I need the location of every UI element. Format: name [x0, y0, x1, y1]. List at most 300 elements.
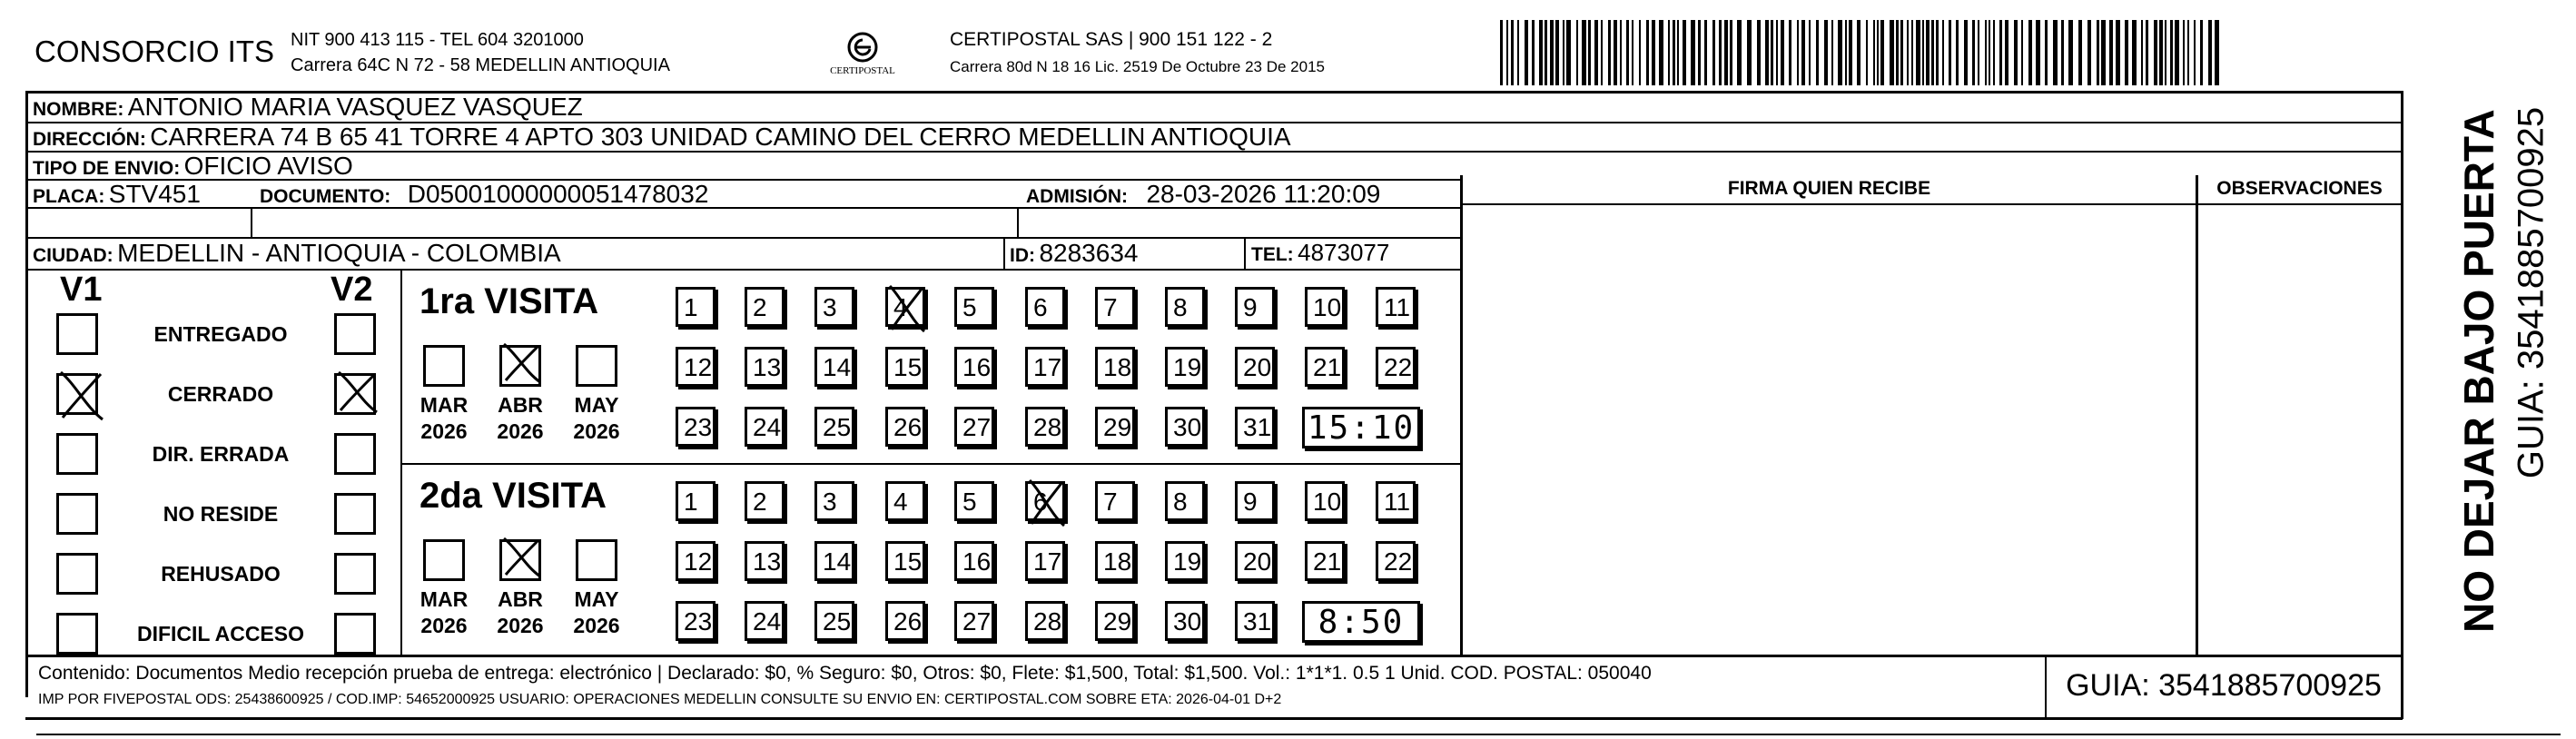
barcode-bar — [1936, 20, 1939, 85]
barcode-bar — [2097, 20, 2099, 85]
barcode-bar — [1517, 20, 1519, 85]
status-option-label: CERRADO — [167, 382, 274, 406]
barcode-bar — [1652, 20, 1655, 85]
status-option-label: NO RESIDE — [163, 502, 279, 526]
day-number: 7 — [1103, 488, 1118, 516]
barcode-bar — [1999, 20, 2002, 85]
day-number: 28 — [1033, 413, 1062, 441]
day-number: 10 — [1313, 488, 1342, 516]
barcode-bar — [2183, 20, 2185, 85]
barcode-bar — [2021, 20, 2023, 85]
month-year: 2026 — [420, 614, 468, 637]
day-box[interactable] — [745, 541, 785, 581]
day-number: 11 — [1384, 293, 1411, 321]
day-number: 10 — [1313, 293, 1342, 321]
barcode-bar — [1704, 20, 1707, 85]
day-box[interactable] — [1376, 481, 1416, 521]
day-box[interactable] — [1235, 601, 1275, 641]
day-box[interactable] — [745, 407, 785, 447]
barcode-bar — [1691, 20, 1695, 85]
barcode-bar — [1698, 20, 1701, 85]
day-box[interactable] — [1305, 347, 1345, 387]
time-box[interactable] — [1302, 407, 1420, 448]
day-number: 12 — [684, 353, 713, 381]
barcode-bar — [2141, 20, 2143, 85]
day-number: 29 — [1103, 413, 1132, 441]
day-box[interactable] — [1305, 481, 1345, 521]
barcode-bar — [1845, 20, 1847, 85]
day-number: 18 — [1103, 353, 1132, 381]
day-number: 21 — [1313, 547, 1342, 576]
day-box[interactable] — [1095, 407, 1135, 447]
day-box[interactable] — [885, 541, 925, 581]
barcode-bar — [1873, 20, 1875, 85]
day-number: 14 — [823, 353, 852, 381]
day-number: 15 — [893, 547, 923, 576]
barcode-bar — [1677, 20, 1679, 85]
day-number: 23 — [684, 607, 713, 636]
barcode-bar — [1922, 20, 1924, 85]
barcode-bar — [2132, 20, 2137, 85]
day-box[interactable] — [1305, 541, 1345, 581]
barcode-bar — [2109, 20, 2113, 85]
day-number: 25 — [823, 607, 852, 636]
barcode-bar — [1626, 20, 1629, 85]
day-number: 16 — [962, 547, 992, 576]
month-checkbox[interactable] — [576, 539, 617, 581]
barcode-bar — [2028, 20, 2032, 85]
day-number: 7 — [1103, 293, 1118, 321]
direccion-value: CARRERA 74 B 65 41 TORRE 4 APTO 303 UNIDAD CAMINO DEL CERRO MEDELLIN ANTIOQUIA — [150, 123, 1291, 151]
barcode-bar — [1896, 20, 1899, 85]
day-box[interactable] — [954, 347, 994, 387]
barcode-bar — [1985, 20, 1987, 85]
day-number: 31 — [1243, 607, 1272, 636]
barcode-bar — [1964, 20, 1968, 85]
day-box[interactable] — [1235, 287, 1275, 327]
day-box[interactable] — [885, 287, 925, 327]
day-number: 11 — [1384, 488, 1411, 516]
day-box[interactable] — [676, 287, 716, 327]
barcode-bar — [2154, 20, 2157, 85]
day-number: 23 — [684, 413, 713, 441]
day-number: 22 — [1384, 547, 1413, 576]
month-checkbox[interactable] — [576, 345, 617, 387]
barcode-bar — [1907, 20, 1909, 85]
day-number: 12 — [684, 547, 713, 576]
month-name: MAY — [574, 587, 619, 611]
handwritten-x-mark — [333, 369, 380, 416]
day-number: 17 — [1033, 353, 1062, 381]
day-box[interactable] — [1165, 541, 1205, 581]
barcode-bar — [1911, 20, 1913, 85]
tel-cell — [1251, 239, 1389, 267]
documento-label: DOCUMENTO: — [260, 186, 391, 207]
barcode-bar — [1765, 20, 1769, 85]
barcode-bar — [1632, 20, 1633, 85]
barcode — [1498, 20, 2225, 85]
month-label — [412, 392, 476, 445]
day-box[interactable] — [1235, 481, 1275, 521]
day-box[interactable] — [954, 541, 994, 581]
day-number: 13 — [753, 353, 782, 381]
month-checkbox[interactable] — [423, 345, 465, 387]
barcode-bar — [1620, 20, 1622, 85]
barcode-bar — [1724, 20, 1728, 85]
ciudad-label: CIUDAD: — [33, 245, 114, 266]
day-box[interactable] — [1165, 347, 1205, 387]
handwritten-x-mark — [498, 340, 544, 386]
barcode-bar — [2125, 20, 2128, 85]
tipo-value: OFICIO AVISO — [183, 152, 353, 180]
day-box[interactable] — [1165, 287, 1205, 327]
barcode-bar — [1831, 20, 1833, 85]
barcode-bar — [1801, 20, 1805, 85]
day-box[interactable] — [745, 347, 785, 387]
barcode-bar — [1511, 20, 1514, 85]
day-box[interactable] — [814, 541, 854, 581]
tipo-label: TIPO DE ENVIO: — [33, 158, 181, 179]
day-number: 1 — [684, 488, 698, 516]
barcode-bar — [1890, 20, 1894, 85]
barcode-bar — [1877, 20, 1879, 85]
v1-label: V1 — [60, 271, 103, 309]
visit-title: 2da VISITA — [419, 476, 607, 516]
day-box[interactable] — [676, 347, 716, 387]
barcode-bar — [2159, 20, 2163, 85]
barcode-bar — [1866, 20, 1868, 85]
nombre-row — [33, 93, 583, 122]
day-number: 20 — [1243, 547, 1272, 576]
day-box[interactable] — [676, 601, 716, 641]
day-box[interactable] — [814, 407, 854, 447]
day-number: 1 — [684, 293, 698, 321]
day-number: 18 — [1103, 547, 1132, 576]
barcode-bar — [1993, 20, 1995, 85]
v2-checkbox[interactable] — [334, 613, 376, 655]
barcode-bar — [1532, 20, 1535, 85]
barcode-bar — [1673, 20, 1675, 85]
nombre-label: NOMBRE: — [33, 99, 124, 120]
barcode-bar — [1545, 20, 1547, 85]
day-box[interactable] — [1165, 407, 1205, 447]
day-box[interactable] — [1165, 601, 1205, 641]
no-dejar-text: NO DEJAR BAJO PUERTA — [2455, 109, 2502, 633]
day-box[interactable] — [745, 481, 785, 521]
placa-label: PLACA: — [33, 186, 105, 207]
barcode-bar — [2208, 20, 2212, 85]
certipostal-logo — [817, 27, 908, 80]
barcode-bar — [1747, 20, 1752, 85]
handwritten-time: 15:10 — [1307, 409, 1416, 447]
day-box[interactable] — [1235, 407, 1275, 447]
company-nit: NIT 900 413 115 - TEL 604 3201000 — [291, 30, 584, 50]
day-number: 25 — [823, 413, 852, 441]
day-box[interactable] — [1095, 601, 1135, 641]
day-box[interactable] — [676, 407, 716, 447]
barcode-bar — [1781, 20, 1784, 85]
barcode-bar — [1555, 20, 1559, 85]
barcode-bar — [1824, 20, 1828, 85]
barcode-bar — [1719, 20, 1722, 85]
day-box[interactable] — [1095, 287, 1135, 327]
barcode-bar — [1525, 20, 1528, 85]
barcode-bar — [1500, 20, 1503, 85]
day-box[interactable] — [1025, 541, 1065, 581]
tel-label: TEL: — [1251, 244, 1294, 265]
v1-checkbox[interactable] — [56, 493, 98, 535]
day-number: 3 — [823, 293, 837, 321]
firma-header: FIRMA QUIEN RECIBE — [1727, 178, 1931, 199]
day-box[interactable] — [1025, 481, 1065, 521]
barcode-bar — [1506, 20, 1508, 85]
month-checkbox[interactable] — [423, 539, 465, 581]
day-number: 4 — [893, 488, 908, 516]
day-number: 3 — [823, 488, 837, 516]
day-number: 20 — [1243, 353, 1272, 381]
placa-cell — [33, 180, 201, 209]
v2-checkbox[interactable] — [334, 553, 376, 595]
month-checkbox[interactable] — [499, 345, 541, 387]
day-box[interactable] — [814, 347, 854, 387]
v1-checkbox[interactable] — [56, 613, 98, 655]
handwritten-time: 8:50 — [1318, 604, 1405, 641]
v2-checkbox[interactable] — [334, 313, 376, 355]
day-box[interactable] — [954, 601, 994, 641]
day-number: 6 — [1033, 488, 1048, 516]
day-box[interactable] — [1025, 287, 1065, 327]
documento-cell — [260, 180, 708, 209]
day-number: 4 — [893, 293, 908, 321]
footer-guia: GUIA: 3541885700925 — [2066, 668, 2382, 703]
barcode-bar — [1857, 20, 1860, 85]
day-box[interactable] — [885, 601, 925, 641]
barcode-bar — [1989, 20, 1990, 85]
footer-contenido: Contenido: Documentos Medio recepción prueba de entrega: electrónico | Declarado: $0, % Seguro: $0, Otros: $0, Flete: $1,500, Total: $1,500. Vol.: 1*1*1. 0.5 1 Unid. COD. POSTAL: 050040 — [38, 663, 1652, 684]
barcode-bar — [1757, 20, 1761, 85]
day-box[interactable] — [885, 481, 925, 521]
day-box[interactable] — [1025, 407, 1065, 447]
visit-title: 1ra VISITA — [419, 281, 599, 321]
barcode-bar — [2175, 20, 2179, 85]
barcode-bar — [1639, 20, 1641, 85]
handwritten-x-mark — [498, 535, 544, 580]
day-number: 29 — [1103, 607, 1132, 636]
day-box[interactable] — [676, 481, 716, 521]
barcode-bar — [2194, 20, 2196, 85]
barcode-bar — [1809, 20, 1811, 85]
day-number: 2 — [753, 293, 767, 321]
barcode-bar — [1931, 20, 1934, 85]
barcode-bar — [2200, 20, 2203, 85]
barcode-bar — [1978, 20, 1979, 85]
day-number: 5 — [962, 488, 977, 516]
barcode-bar — [2116, 20, 2120, 85]
barcode-bar — [2061, 20, 2064, 85]
barcode-bar — [1659, 20, 1663, 85]
tipo-row — [33, 152, 353, 181]
barcode-bar — [2187, 20, 2189, 85]
day-box[interactable] — [814, 601, 854, 641]
day-box[interactable] — [954, 481, 994, 521]
time-box[interactable] — [1302, 601, 1420, 643]
month-name: MAR — [419, 393, 469, 417]
month-label — [489, 392, 552, 445]
status-option-label: DIFICIL ACCESO — [136, 622, 304, 645]
side-text — [2415, 106, 2551, 636]
certipostal-company: CERTIPOSTAL SAS | 900 151 122 - 2 — [950, 29, 1273, 50]
barcode-bar — [1880, 20, 1884, 85]
barcode-bar — [2215, 20, 2219, 85]
footer-imp: IMP POR FIVEPOSTAL ODS: 25438600925 / COD.IMP: 54652000925 USUARIO: OPERACIONES MEDELLIN CONSULTE SU ENVIO EN: CERTIPOSTAL.COM SOBRE ETA: 2026-04-01 D+2 — [38, 692, 1282, 707]
day-box[interactable] — [745, 287, 785, 327]
day-number: 26 — [893, 413, 923, 441]
ciudad-cell — [33, 239, 561, 268]
day-number: 22 — [1384, 353, 1413, 381]
barcode-bar — [1816, 20, 1819, 85]
barcode-bar — [1797, 20, 1799, 85]
admision-value: 28-03-2026 11:20:09 — [1146, 180, 1381, 208]
v2-checkbox[interactable] — [334, 373, 376, 415]
barcode-bar — [1601, 20, 1603, 85]
day-box[interactable] — [954, 407, 994, 447]
barcode-bar — [1668, 20, 1670, 85]
admision-cell — [1026, 180, 1380, 209]
barcode-bar — [1942, 20, 1944, 85]
day-number: 19 — [1173, 353, 1202, 381]
barcode-bar — [1566, 20, 1571, 85]
handwritten-x-mark — [55, 369, 106, 423]
v2-checkbox[interactable] — [334, 493, 376, 535]
day-box[interactable] — [1376, 347, 1416, 387]
barcode-bar — [1683, 20, 1686, 85]
barcode-bar — [2078, 20, 2082, 85]
day-box[interactable] — [814, 287, 854, 327]
barcode-bar — [2101, 20, 2106, 85]
day-number: 15 — [893, 353, 923, 381]
barcode-bar — [1712, 20, 1715, 85]
day-box[interactable] — [1376, 287, 1416, 327]
barcode-bar — [2170, 20, 2173, 85]
placa-value: STV451 — [108, 180, 201, 208]
day-number: 24 — [753, 607, 782, 636]
day-box[interactable] — [954, 287, 994, 327]
day-number: 8 — [1173, 488, 1188, 516]
day-number: 26 — [893, 607, 923, 636]
day-box[interactable] — [1235, 347, 1275, 387]
barcode-bar — [1916, 20, 1920, 85]
barcode-bar — [1956, 20, 1959, 85]
barcode-bar — [1614, 20, 1617, 85]
month-year: 2026 — [497, 614, 544, 637]
day-number: 30 — [1173, 413, 1202, 441]
direccion-row — [33, 123, 1291, 152]
day-number: 30 — [1173, 607, 1202, 636]
day-box[interactable] — [1095, 481, 1135, 521]
month-name: ABR — [498, 393, 543, 417]
day-box[interactable] — [1095, 541, 1135, 581]
v1-checkbox[interactable] — [56, 553, 98, 595]
barcode-bar — [1737, 20, 1742, 85]
day-number: 27 — [962, 607, 992, 636]
day-number: 21 — [1313, 353, 1342, 381]
day-number: 31 — [1243, 413, 1272, 441]
barcode-bar — [1949, 20, 1951, 85]
barcode-bar — [1926, 20, 1930, 85]
month-year: 2026 — [497, 419, 544, 443]
barcode-bar — [2165, 20, 2166, 85]
barcode-bar — [1539, 20, 1543, 85]
day-number: 14 — [823, 547, 852, 576]
day-box[interactable] — [1095, 347, 1135, 387]
day-number: 2 — [753, 488, 767, 516]
admision-label: ADMISIÓN: — [1026, 186, 1128, 207]
tel-value: 4873077 — [1298, 239, 1390, 266]
barcode-bar — [2045, 20, 2048, 85]
v1-checkbox[interactable] — [56, 313, 98, 355]
company-address: Carrera 64C N 72 - 58 MEDELLIN ANTIOQUIA — [291, 55, 670, 75]
day-number: 6 — [1033, 293, 1048, 321]
certipostal-license: Carrera 80d N 18 16 Lic. 2519 De Octubre 23 De 2015 — [950, 58, 1325, 75]
barcode-bar — [1588, 20, 1591, 85]
v1-checkbox[interactable] — [56, 373, 98, 415]
barcode-bar — [1646, 20, 1649, 85]
day-number: 17 — [1033, 547, 1062, 576]
month-name: MAR — [419, 587, 469, 611]
day-box[interactable] — [1376, 541, 1416, 581]
day-number: 24 — [753, 413, 782, 441]
status-option-label: REHUSADO — [161, 562, 281, 586]
day-box[interactable] — [1025, 601, 1065, 641]
barcode-bar — [2146, 20, 2148, 85]
barcode-bar — [1608, 20, 1611, 85]
month-year: 2026 — [573, 419, 620, 443]
v2-checkbox[interactable] — [334, 433, 376, 475]
barcode-bar — [2087, 20, 2091, 85]
v2-label: V2 — [331, 271, 373, 309]
v1-checkbox[interactable] — [56, 433, 98, 475]
day-number: 9 — [1243, 293, 1258, 321]
barcode-bar — [1849, 20, 1852, 85]
day-box[interactable] — [1165, 481, 1205, 521]
day-box[interactable] — [814, 481, 854, 521]
nombre-value: ANTONIO MARIA VASQUEZ VASQUEZ — [127, 93, 583, 121]
logo-text: CERTIPOSTAL — [830, 65, 895, 76]
day-number: 5 — [962, 293, 977, 321]
day-box[interactable] — [1235, 541, 1275, 581]
month-label — [565, 586, 628, 639]
day-number: 8 — [1173, 293, 1188, 321]
day-number: 9 — [1243, 488, 1258, 516]
month-checkbox[interactable] — [499, 539, 541, 581]
id-value: 8283634 — [1039, 239, 1139, 267]
day-box[interactable] — [1305, 287, 1345, 327]
day-box[interactable] — [885, 407, 925, 447]
barcode-bar — [1550, 20, 1554, 85]
company-name: CONSORCIO ITS — [35, 34, 275, 68]
day-box[interactable] — [745, 601, 785, 641]
barcode-bar — [1582, 20, 1586, 85]
day-number: 28 — [1033, 607, 1062, 636]
month-label — [412, 586, 476, 639]
day-box[interactable] — [1025, 347, 1065, 387]
month-name: MAY — [574, 393, 619, 417]
barcode-bar — [1563, 20, 1564, 85]
month-year: 2026 — [573, 614, 620, 637]
day-box[interactable] — [885, 347, 925, 387]
observaciones-header: OBSERVACIONES — [2216, 178, 2383, 199]
day-box[interactable] — [676, 541, 716, 581]
